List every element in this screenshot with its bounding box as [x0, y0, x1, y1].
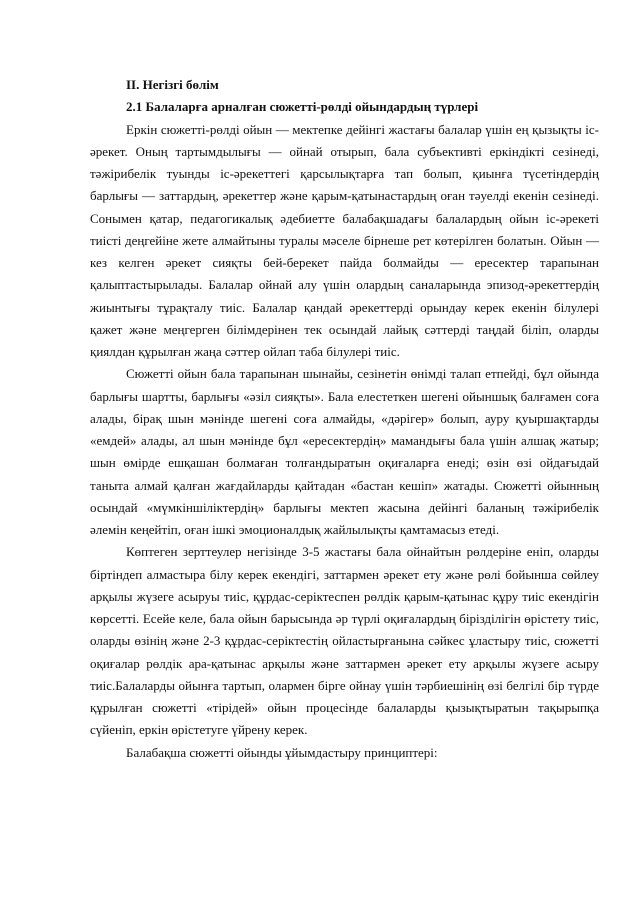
paragraph: Көптеген зерттеулер негізінде 3-5 жастағы бала ойнайтын рөлдеріне еніп, оларды біртіндеп алмастыра білу керек екендігі, заттармен әрекет ету және рөлі бойынша сөйлеу арқылы жүзеге асыруы тиіс, құрдас-серіктеспен рөлдік қарым-қатынас құру тиіс екендігін көрсетті. Есейе келе, бала ойын барысында әр түрлі оқиғалардың бірізділігін өрістету тиіс, оларды өзінің және 2-3 құрдас-серіктестің ойластырғанына сәйкес ұластыру тиіс, сюжетті оқиғалар рөлдік ара-қатынас арқылы және заттармен әрекет ету арқылы жүзеге асыру тиіс.Балаларды ойынға тартып, олармен бірге ойнау үшін тәрбиешінің өзі белгілі бір түрде құрылған сюжетті «тірідей» ойын процесінде балаларды қызықтыратын тақырыпқа сүйеніп, еркін өрістетуге үйрену керек.	[90, 544, 599, 738]
document-page	[90, 74, 599, 764]
paragraph: Балабақша сюжетті ойынды ұйымдастыру принциптері:	[126, 744, 438, 760]
paragraph: Еркін сюжетті-рөлді ойын — мектепке дейінгі жастағы балалар үшін ең қызықты іс-әрекет. Оның тартымдылығы — ойнай отырып, бала субъективті еркіндікті сезінеді, тәжірибелік туынды іс-әрекеттегі қарсылықтарға тап болып, қиынға түсетіндердің барлығы — заттардың, әрекеттер және қарым-қатынастардың оған тәуелді екенін сезінеді. Сонымен қатар, педагогикалық әдебиетте балабақшадағы балалардың ойын іс-әрекеті тиісті деңгейіне жете алмайтыны туралы мәселе бірнеше рет көтерілген болатын. Ойын — кез келген әрекет сияқты бей-берекет пайда болмайды — ересектер тарапынан қалыптастырылады. Балалар ойнай алу үшін олардың саналарында эпизод-әрекеттердің жиынтығы тұрақталу тиіс. Балалар қандай әрекеттерді орындау керек екенін білулері қажет және меңгерген білімдерінен тек осындай лайық сәттерді таңдай біліп, оларды қиялдан құрылған жаңа сәттер ойлап таба білулері тиіс.	[90, 121, 599, 359]
section-title: ІІ. Негізгі бөлім	[126, 77, 219, 92]
paragraph: Сюжетті ойын бала тарапынан шынайы, сезінетін өнімді талап етпейді, бұл ойында барлығы шартты, барлығы «әзіл сияқты». Бала елестеткен шегені ойыншық балғамен соға алады, бірақ шын мәнінде шегені соға алмайды, «дәрігер» болып, ауру қуыршақтарды «емдей» алады, ал шын мәнінде бұл «ересектердің» мамандығы бала үшін алшақ жатыр; шын өмірде ешқашан болмаған толғандыратын оқиғаларға енеді; өзін өзі ойдағыдай таныта алмай қалған жағдайларды қайтадан «бастан кешіп» жатады. Сюжетті ойынның осындай «мүмкіншіліктердің» барлығы мектеп жасына дейінгі баланың тәжірибелік әлемін кеңейтіп, оған ішкі эмоционалдық жайлылықты қамтамасыз етеді.	[90, 366, 599, 537]
subsection-title: 2.1 Балаларға арналған сюжетті-рөлді ойындардың түрлері	[126, 99, 479, 115]
